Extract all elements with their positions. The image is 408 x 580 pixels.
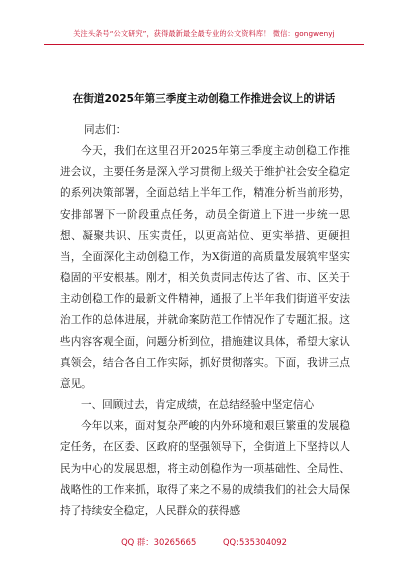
footer-qq-number: QQ:535304092 (222, 537, 287, 547)
paragraph: 今天，我们在这里召开2025年第三季度主动创稳工作推进会议，主要任务是深入学习贯彻上级关于维护社会安全稳定的系列决策部署，全面总结上半年工作，精准分析当前形势，安排部署下一阶段重点任务，动员全街道上下进一步统一思想、凝聚共识、压实责任，以更高站位、更实举措、更硬担当，全面深化主动创稳工作，为X街道的高质量发展筑牢坚实稳固的平安根基。刚才，相关负责同志传达了省、市、区关于主动创稳工作的最新文件精神，通报了上半年我们街道平安法治工作的总体进展，并就命案防范工作情况作了专题汇报。这些内容客观全面，问题分析到位，措施建议具体，希望大家认真领会，结合各自工作实际，抓好贯彻落实。下面，我讲三点意见。 (60, 145, 350, 390)
top-banner: 关注头条号“公文研究”，获得最新最全最专业的公文资料库！ 微信：gongwenyj (73, 29, 335, 38)
section-paragraph: 今年以来，面对复杂严峻的内外环境和艰巨繁重的发展稳定任务，在区委、区政府的坚强领导下，全街道上下坚持以人民为中心的发展思想，将主动创稳作为一项基础性、全局性、战略性的工作来抓，取得了来之不易的成绩我们的社会大局保持了持续安全稳定，人民群众的获得感 (60, 420, 350, 517)
section-heading: 一、回顾过去，肯定成绩，在总结经验中坚定信心 (81, 399, 315, 412)
footer-qq-group: QQ 群：30265665 (121, 537, 197, 547)
footer-contact (0, 536, 408, 548)
header-divider (44, 44, 364, 45)
document-title: 在街道2025年第三季度主动创稳工作推进会议上的讲话 (72, 93, 336, 105)
greeting: 同志们： (84, 124, 127, 136)
document-body (60, 120, 350, 522)
